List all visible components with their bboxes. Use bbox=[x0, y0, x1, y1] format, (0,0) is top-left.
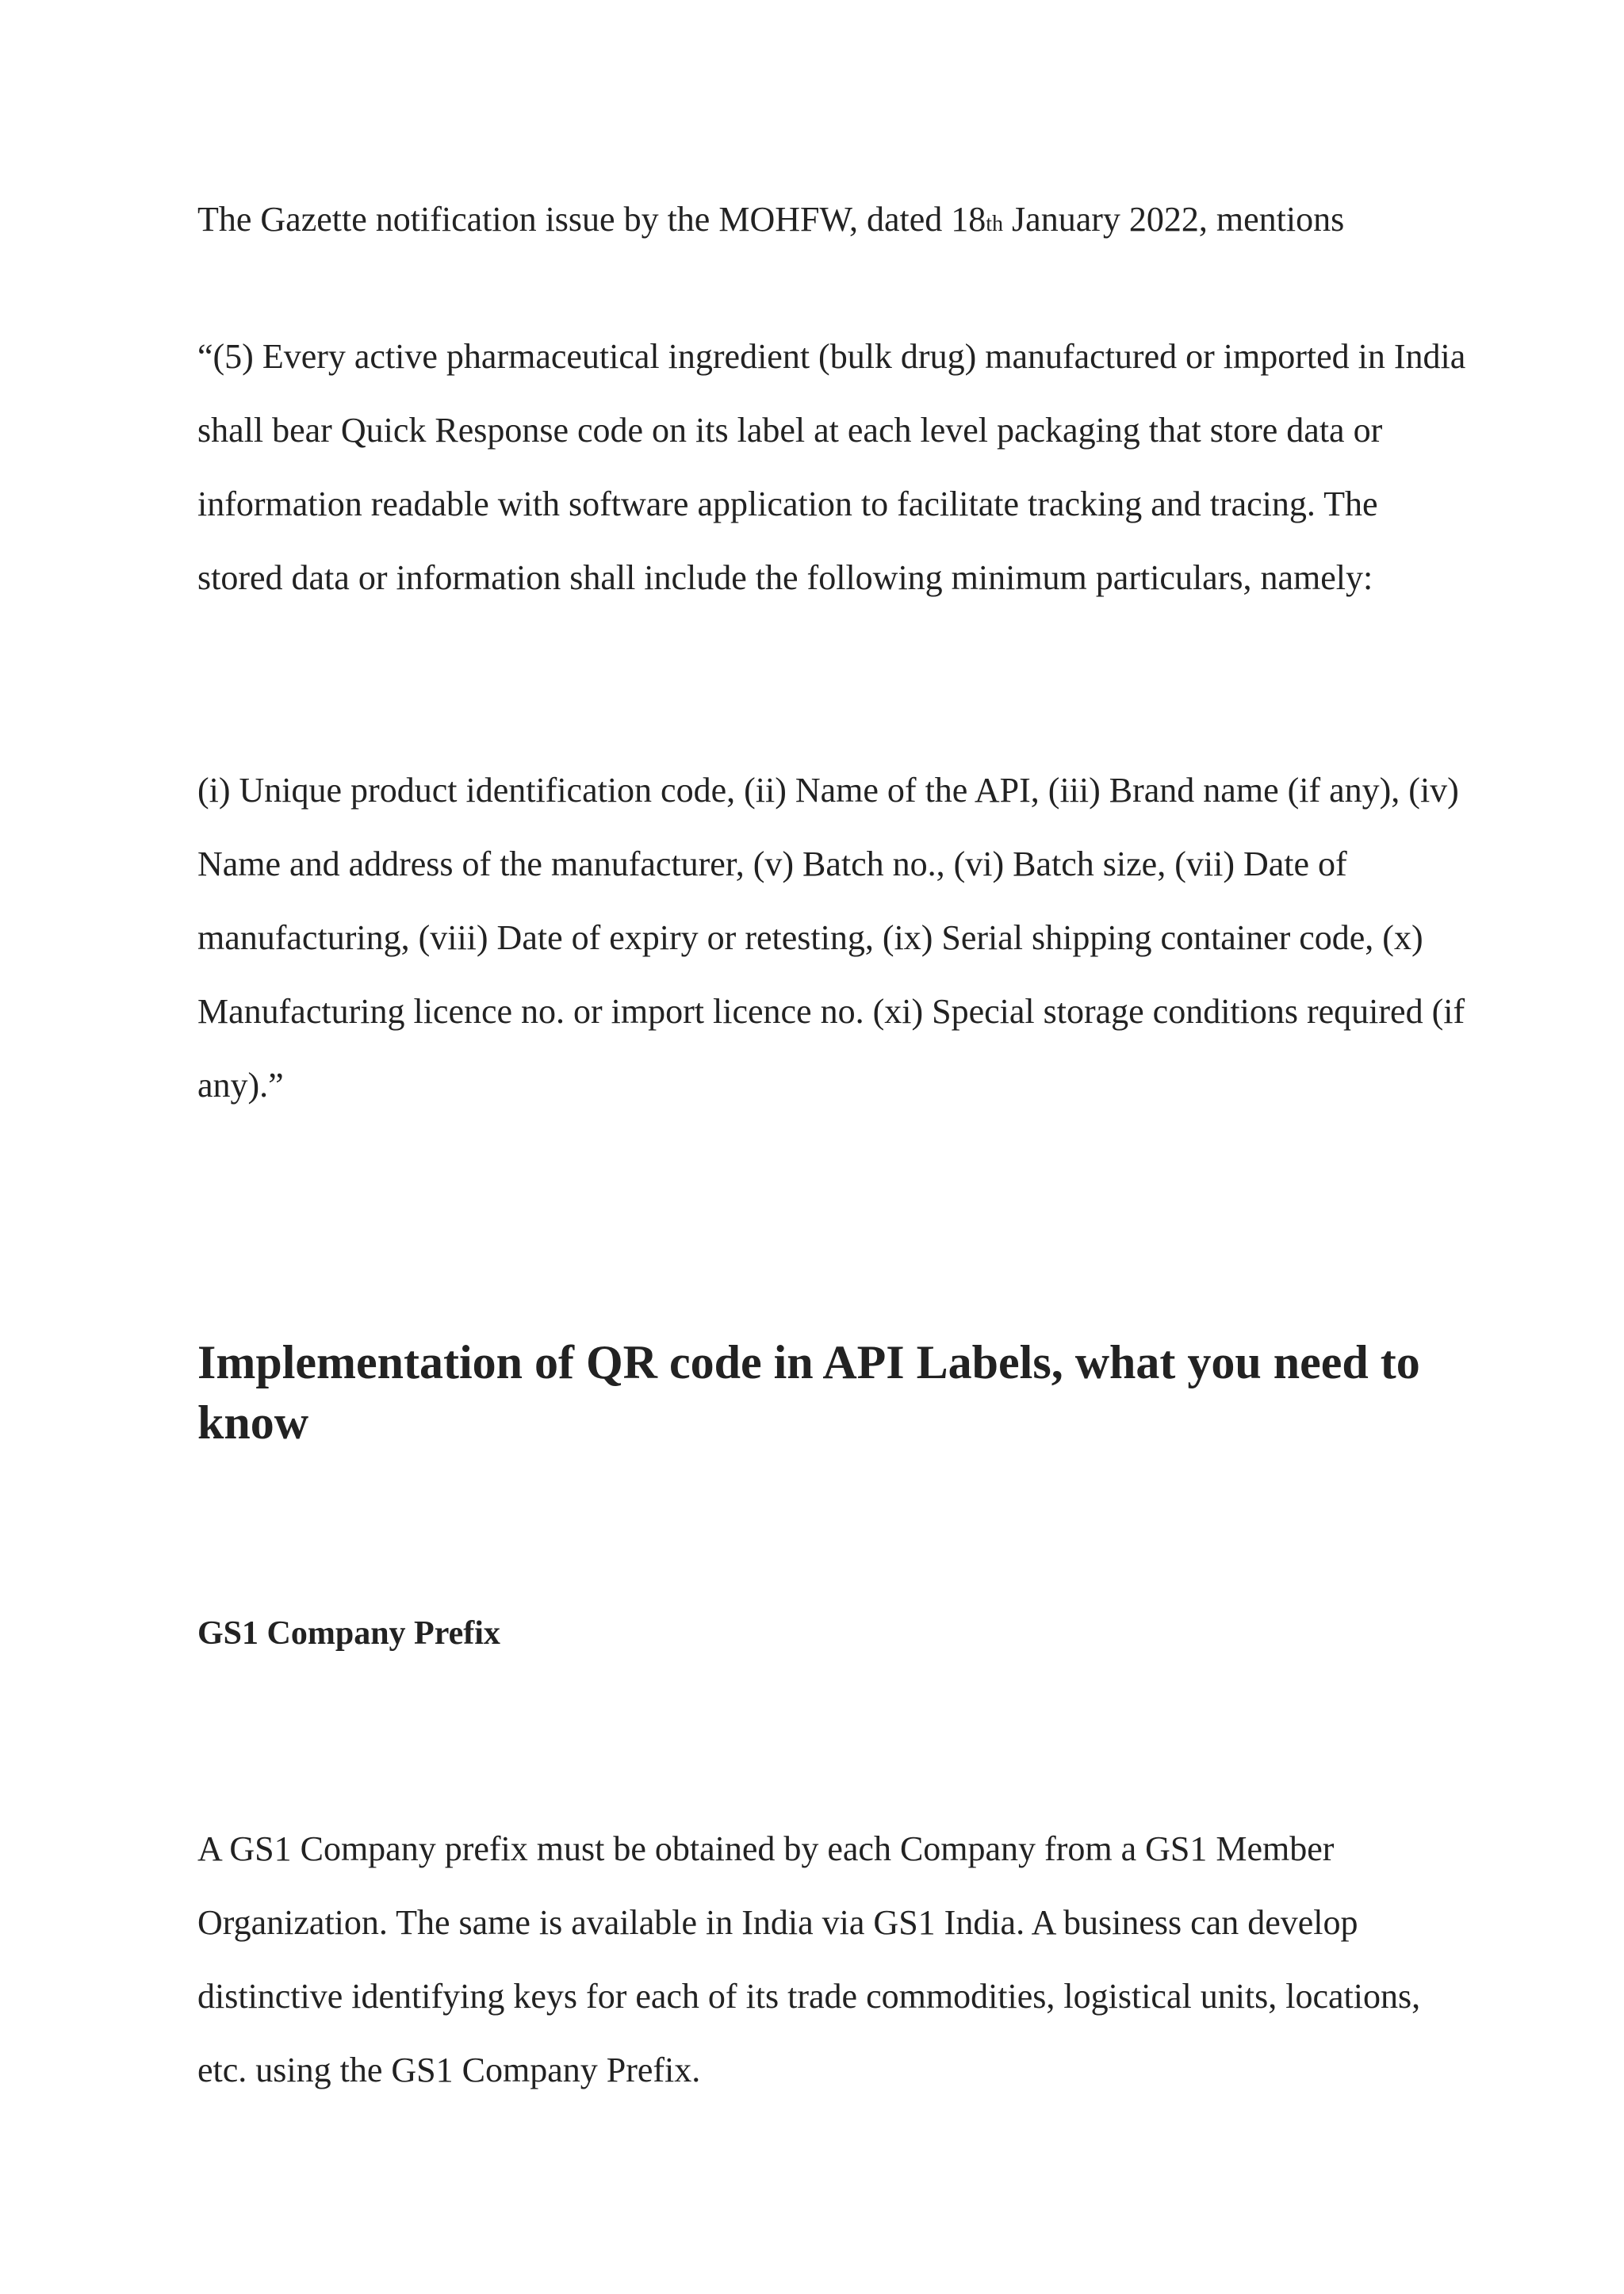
intro-paragraph bbox=[197, 182, 1466, 261]
intro-text-end: January 2022, mentions bbox=[1003, 200, 1345, 239]
section-subheading: GS1 Company Prefix bbox=[197, 1615, 500, 1652]
body-paragraph: A GS1 Company prefix must be obtained by each Company from a GS1 Member Organization. The same is available in India via GS1 India. A business can develop distinctive identifying keys for each of its trade commodities, logistical units, locations, etc. using the GS1 Company Prefix. bbox=[197, 1829, 1421, 2089]
quote-paragraph-2: (i) Unique product identification code, (ii) Name of the API, (iii) Brand name (if any), (iv) Name and address of the manufacturer, (v) Batch no., (vi) Batch size, (vii) Date of manufacturing, (viii) Date of expiry or retesting, (ix) Serial shipping container code, (x) Manufacturing licence no. or import licence no. (xi) Special storage conditions required (if any).” bbox=[197, 771, 1465, 1105]
section-heading: Implementation of QR code in API Labels, what you need to know bbox=[197, 1336, 1420, 1449]
quote-paragraph-1: “(5) Every active pharmaceutical ingredient (bulk drug) manufactured or imported in India shall bear Quick Response code on its label at each level packaging that store data or information readable with software application to facilitate tracking and tracing. The stored data or information shall include the following minimum particulars, namely: bbox=[197, 337, 1466, 597]
intro-text-start: The Gazette notification issue by the MOHFW, dated 18 bbox=[197, 200, 986, 239]
ordinal-suffix: th bbox=[986, 212, 1004, 236]
